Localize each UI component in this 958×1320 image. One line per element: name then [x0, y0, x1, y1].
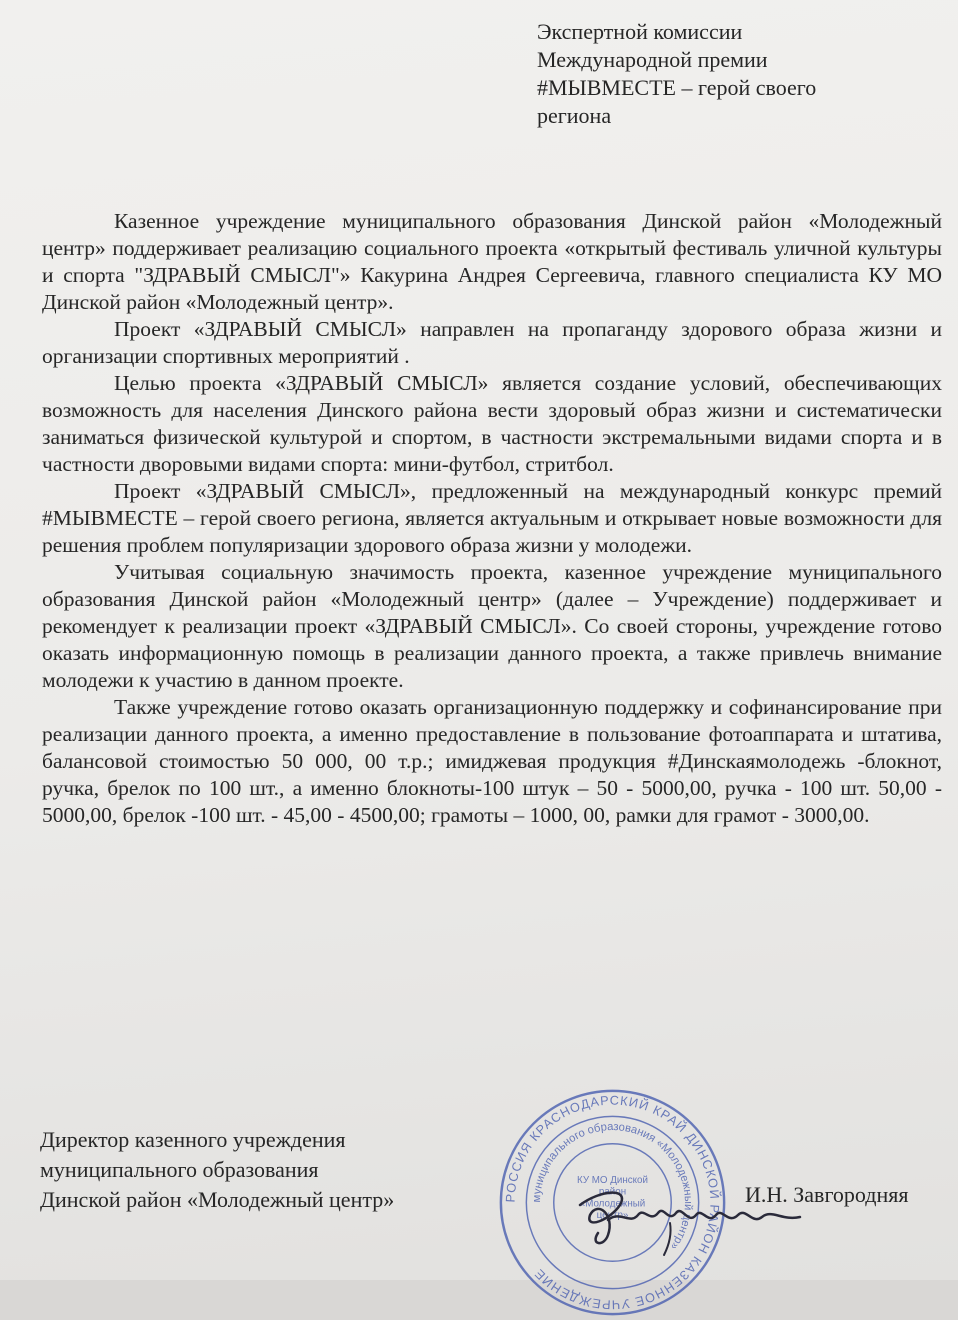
body-paragraph: Также учреждение готово оказать организационную поддержку и софинансирование при реализации данного проекта, а именно предоставление в пользование фотоаппарата и штатива, балансовой стоимостью 50 000, 00 т.р.; имиджевая продукция #Динскаямолодежь -блокнот, ручка, брелок по 100 шт., а именно блокноты-100 штук – 50 - 5000,00, ручка - 100 шт. 50,00 - 5000,00, брелок -100 шт. - 45,00 - 4500,00; грамоты – 1000, 00, рамки для грамот - 3000,00.: [42, 695, 942, 827]
body-paragraph: Учитывая социальную значимость проекта, казенное учреждение муниципального образования Динской район «Молодежный центр» (далее – Учреждение) поддерживает и рекомендует к реализации проект «ЗДРАВЫЙ СМЫСЛ». Со своей стороны, учреждение готово оказать информационную помощь в реализации данного проекта, а также привлечь внимание молодежи к участию в данном проекте.: [42, 560, 942, 692]
stamp-center-text: КУ МО Динской район «Молодежный центр»: [577, 1175, 648, 1222]
addressee-line: Международной премии: [537, 47, 768, 72]
addressee-block: [537, 18, 937, 130]
letter-body: [42, 208, 942, 829]
signatory-line: муниципального образования: [40, 1157, 319, 1182]
addressee-line: #МЫВМЕСТЕ – герой своего: [537, 75, 817, 100]
signer-name: И.Н. Завгородняя: [745, 1182, 909, 1207]
body-paragraph: Целью проекта «ЗДРАВЫЙ СМЫСЛ» является создание условий, обеспечивающих возможность для населения Динского района вести здоровый образ жизни и систематически заниматься физической культурой и спортом, в частности экстремальными видами спорта и в частности дворовыми видами спорта: мини-футбол, стритбол.: [42, 371, 942, 476]
body-paragraph: Проект «ЗДРАВЫЙ СМЫСЛ» направлен на пропаганду здорового образа жизни и организации спортивных мероприятий .: [42, 317, 942, 368]
body-paragraph: Проект «ЗДРАВЫЙ СМЫСЛ», предложенный на международный конкурс премий #МЫВМЕСТЕ – герой своего региона, является актуальным и открывает новые возможности для решения проблем популяризации здорового образа жизни у молодежи.: [42, 479, 942, 557]
stamp-outer-text: РОССИЯ КРАСНОДАРСКИЙ КРАЙ ДИНСКОЙ РАЙОН КАЗЕННОЕ УЧРЕЖДЕНИЕ: [502, 1092, 723, 1313]
signatory-line: Динской район «Молодежный центр»: [40, 1187, 395, 1212]
signatory-title: [40, 1125, 394, 1215]
stamp-inner-text: муниципального образования «Молодежный центр»: [530, 1120, 695, 1252]
signatory-line: Директор казенного учреждения: [40, 1127, 346, 1152]
addressee-line: Экспертной комиссии: [537, 19, 743, 44]
body-paragraph: Казенное учреждение муниципального образования Динской район «Молодежный центр» поддерживает реализацию социального проекта «открытый фестиваль уличной культуры и спорта "ЗДРАВЫЙ СМЫСЛ"» Какурина Андрея Сергеевича, главного специалиста КУ МО Динской район «Молодежный центр».: [42, 209, 942, 314]
addressee-line: региона: [537, 103, 612, 128]
